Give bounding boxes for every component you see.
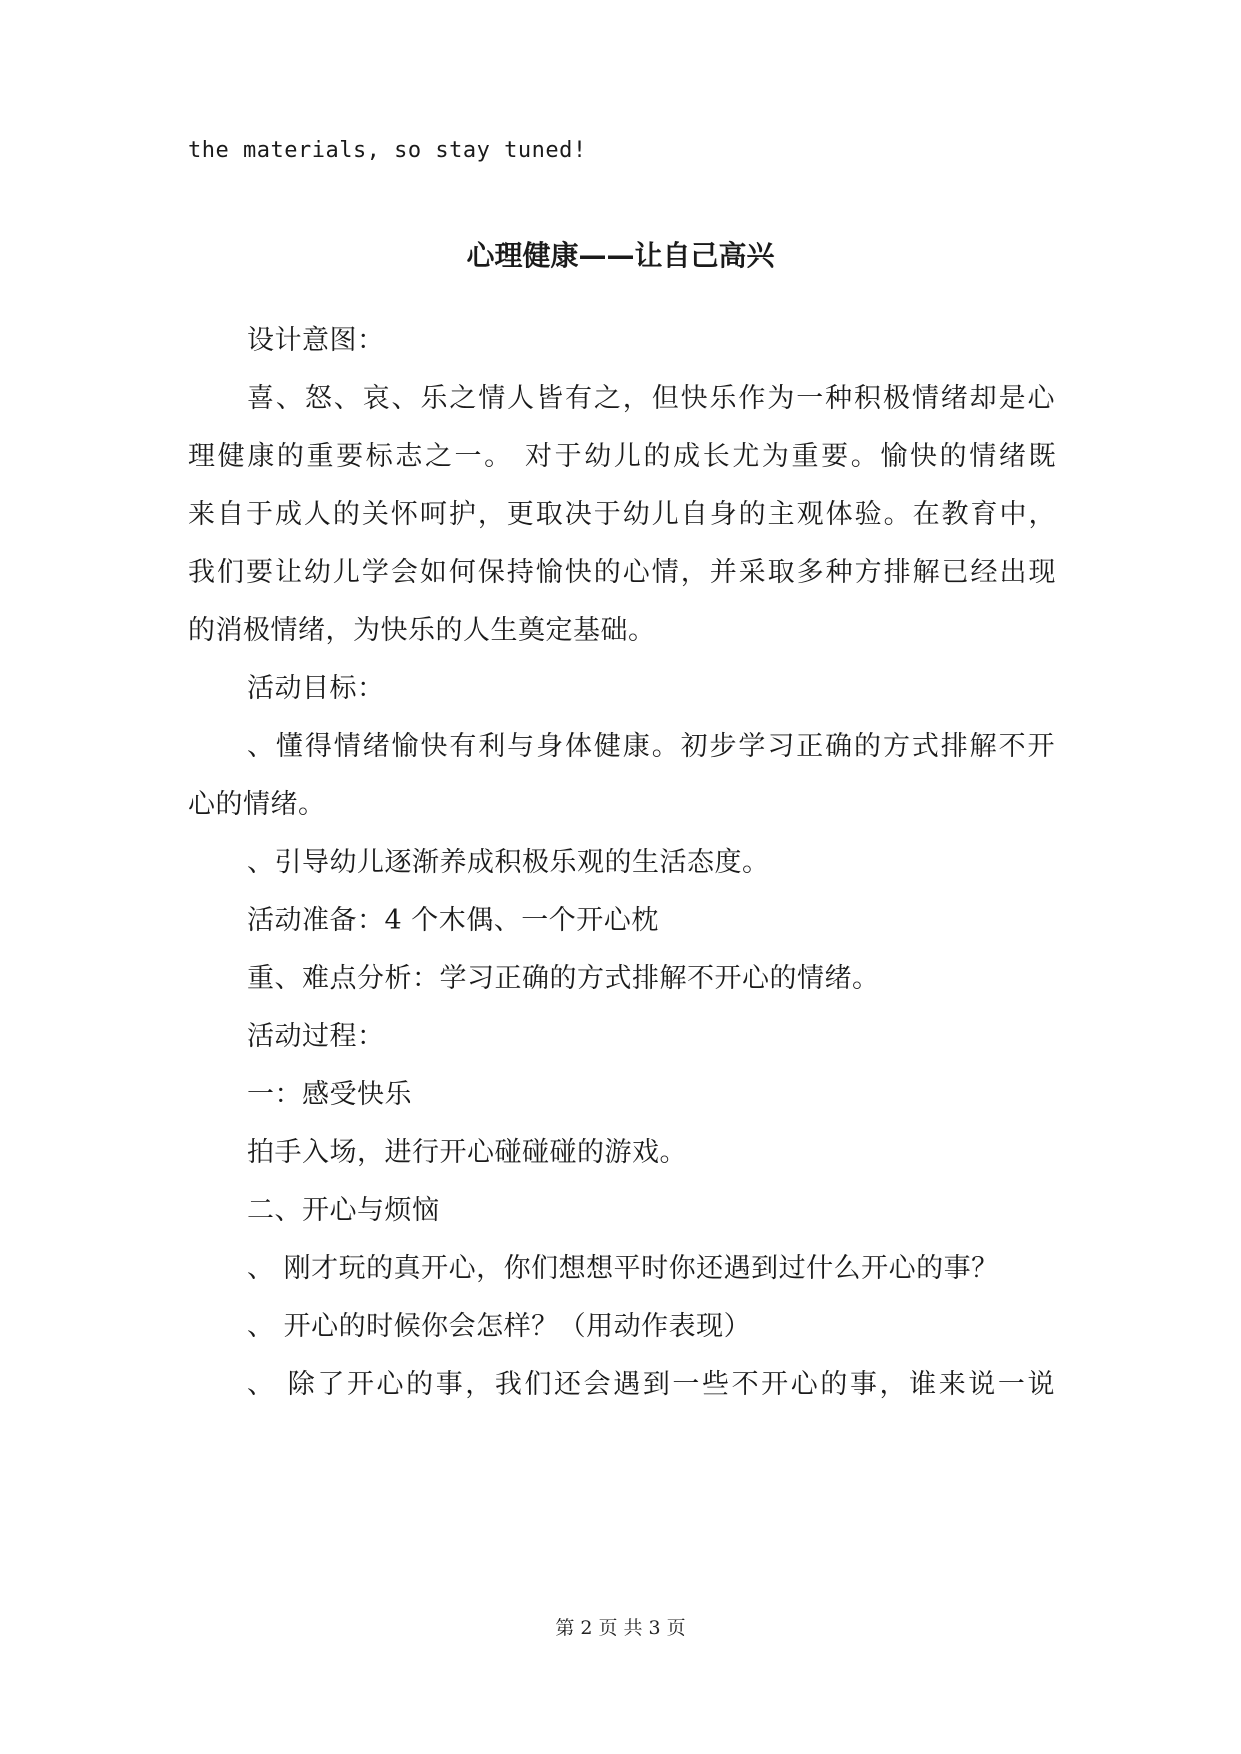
page-title: 心理健康——让自己高兴 xyxy=(466,239,775,272)
goal-1-line-2: 心的情绪。 xyxy=(188,789,326,820)
preparation: 活动准备：4 个木偶、一个开心枕 xyxy=(247,905,659,936)
step-2-question-2: 、 开心的时候你会怎样？（用动作表现） xyxy=(247,1311,752,1342)
process-label: 活动过程： xyxy=(247,1021,385,1052)
step-2-question-3: 、 除了开心的事，我们还会遇到一些不开心的事，谁来说一说 xyxy=(247,1369,1055,1400)
difficulty-analysis: 重、难点分析：学习正确的方式排解不开心的情绪。 xyxy=(247,963,880,994)
page-number-footer: 第 2 页 共 3 页 xyxy=(555,1617,686,1639)
design-intent-line-4: 我们要让幼儿学会如何保持愉快的心情，并采取多种方排解已经出现 xyxy=(188,557,1056,588)
goal-2: 、引导幼儿逐渐养成积极乐观的生活态度。 xyxy=(247,847,770,878)
goals-label: 活动目标： xyxy=(247,673,385,704)
design-intent-line-1: 喜、怒、哀、乐之情人皆有之，但快乐作为一种积极情绪却是心 xyxy=(247,383,1055,414)
step-1-text: 拍手入场，进行开心碰碰碰的游戏。 xyxy=(247,1137,687,1168)
header-fragment: the materials, so stay tuned! xyxy=(188,138,587,163)
design-intent-line-5: 的消极情绪，为快乐的人生奠定基础。 xyxy=(188,615,656,646)
design-intent-line-2: 理健康的重要标志之一。 对于幼儿的成长尤为重要。愉快的情绪既 xyxy=(188,441,1056,472)
step-1-title: 一：感受快乐 xyxy=(247,1079,412,1110)
design-intent-line-3: 来自于成人的关怀呵护，更取决于幼儿自身的主观体验。在教育中， xyxy=(188,499,1056,530)
goal-1-line-1: 、懂得情绪愉快有利与身体健康。初步学习正确的方式排解不开 xyxy=(247,731,1055,762)
step-2-title: 二、开心与烦恼 xyxy=(247,1195,440,1226)
step-2-question-1: 、 刚才玩的真开心，你们想想平时你还遇到过什么开心的事？ xyxy=(247,1253,999,1284)
design-intent-label: 设计意图： xyxy=(247,325,385,356)
